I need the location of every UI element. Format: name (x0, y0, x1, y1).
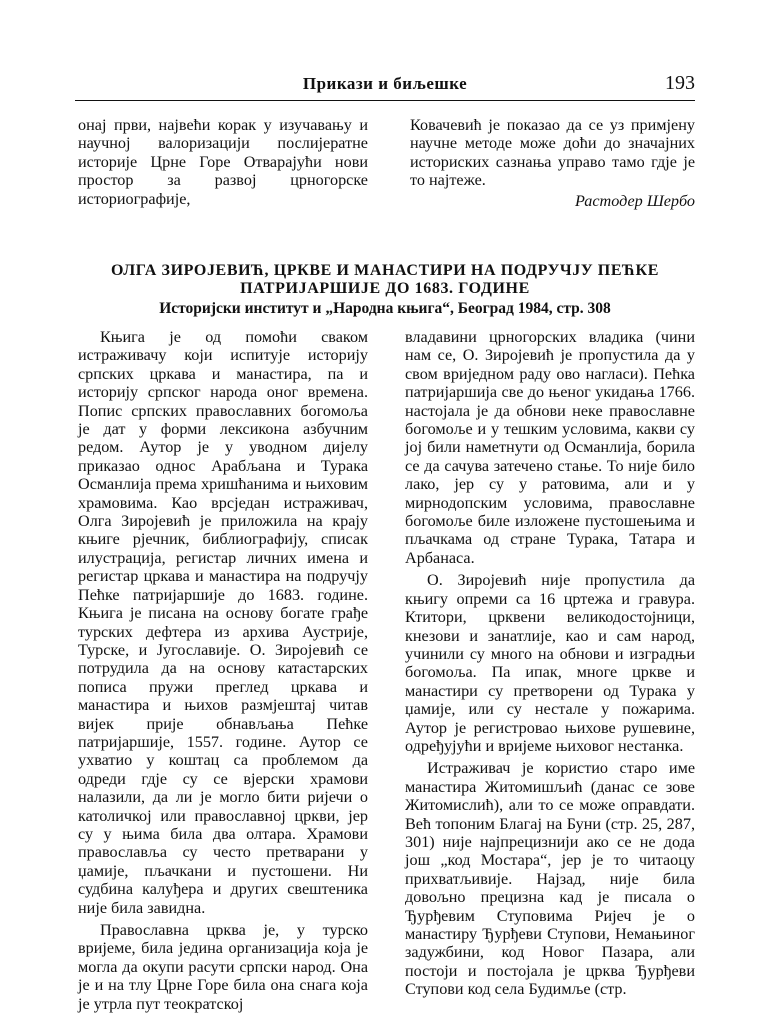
paragraph: владавини црногорских владика (чини нам се, О. Зиројевић је пропустила да у свом вриједном раду ово нагласи). Пећка патријаршија све до њеног укидања 1766. настојала је да обнови неке православне богомоље и у тешким условима, какви су јој били наметнути од Османлија, борила се да сачува затечено стање. То није било лако, јер су у ратовима, али и у мирнодопским условима, православне богомоље биле изложене пустошењима и пљачкама од стране Турака, Татара и Арбанаса. (405, 328, 695, 567)
paragraph: О. Зиројевић није пропустила да књигу опреми са 16 цртежа и гравура. Ктитори, црквени великодостојници, кнезови и занатлије, као и сам народ, учинили су много на обнови и изградњи богомоља. Па ипак, многе цркве и манастири су претворени од Турака у џамије, или су нестале у пожарима. Аутор је регистровао њихове рушевине, одређујући и вријеме њиховог нестанка. (405, 571, 695, 755)
previous-review-right-column (410, 116, 695, 210)
previous-review-left-column (78, 116, 368, 208)
review-title: ОЛГА ЗИРОЈЕВИЋ, ЦРКВЕ И МАНАСТИРИ НА ПОДРУЧЈУ ПЕЋКЕ ПАТРИЈАРШИЈЕ ДО 1683. ГОДИНЕ (110, 262, 659, 297)
publication-info: Историјски институт и „Народна књига“, Београд 1984, стр. 308 (159, 300, 611, 317)
page-number: 193 (665, 72, 695, 94)
review-left-column (78, 328, 368, 1013)
previous-review-left-text: онај први, највећи корак у изучавању и научној валоризацији послијератне историје Црне Горе Отварајући нови простор за развој црногорске историографије, (78, 116, 368, 208)
running-title: Прикази и биљешке (302, 74, 468, 93)
header-rule (75, 100, 695, 101)
running-head (75, 74, 695, 98)
review-right-column (405, 328, 695, 999)
paragraph: Православна црква је, у турско вријеме, била једина организација која је могла да окупи расути српски народ. Она је и на тлу Црне Горе била она снага која је утрла пут теократској (78, 921, 368, 1013)
paragraph: Истраживач је користио старо име манастира Житомишљић (данас се зове Житомислић), али то се може оправдати. Већ топоним Благај на Буни (стр. 25, 287, 301) није најпрецизнији ако се не дода још „код Мостара“, јер је то читаоцу прихватљивије. Најзад, није била довољно прецизна кад је писала о Ђурђевим Ступовима Ријеч је о манастиру Ђурђеви Ступови, Немањиног задужбини, код Новог Пазара, али постоји и постојала је црква Ђурђеви Ступови код села Будимље (стр. (405, 759, 695, 999)
paragraph: Књига је од помоћи сваком истраживачу који испитује историју српских цркава и манастира, па и историју српског народа оног времена. Попис српских православних богомоља је дат у форми лексикона азбучним редом. Аутор је у уводном дијелу приказао однос Арабљана и Турака Османлија према хришћанима и њиховим храмовима. Као врсједан истраживач, Олга Зиројевић је приложила на крају књиге рјечник, библиографију, списак илустрација, регистар личних имена и регистар цркава и манастира на подручју Пећке патријаршије до 1683. године. Књига је писана на основу богате грађе турских дефтера из архива Аустрије, Турске, и Југославије. О. Зиројевић се потрудила да на основу катастарских пописа пружи преглед цркава и манастира и њихов размјештај читав вијек прије обнављања Пећке патријаршије, 1557. године. Аутор се ухватио у коштац са проблемом да одреди гдје су се вјерски храмови налазили, да ли је могло бити ријечи о католичкој или православној цркви, јер су у њима била два олтара. Храмови православља су често претварани у џамије, пљачкани и пустошени. Ни судбина калуђера и других свештеника није била завидна. (78, 328, 368, 917)
previous-review-right-text: Ковачевић је показао да се уз примјену научне методе може доћи до значајних историских сазнања управо тамо гдје је то најтеже. (410, 116, 695, 190)
review-signature: Растодер Шербо (574, 191, 695, 210)
